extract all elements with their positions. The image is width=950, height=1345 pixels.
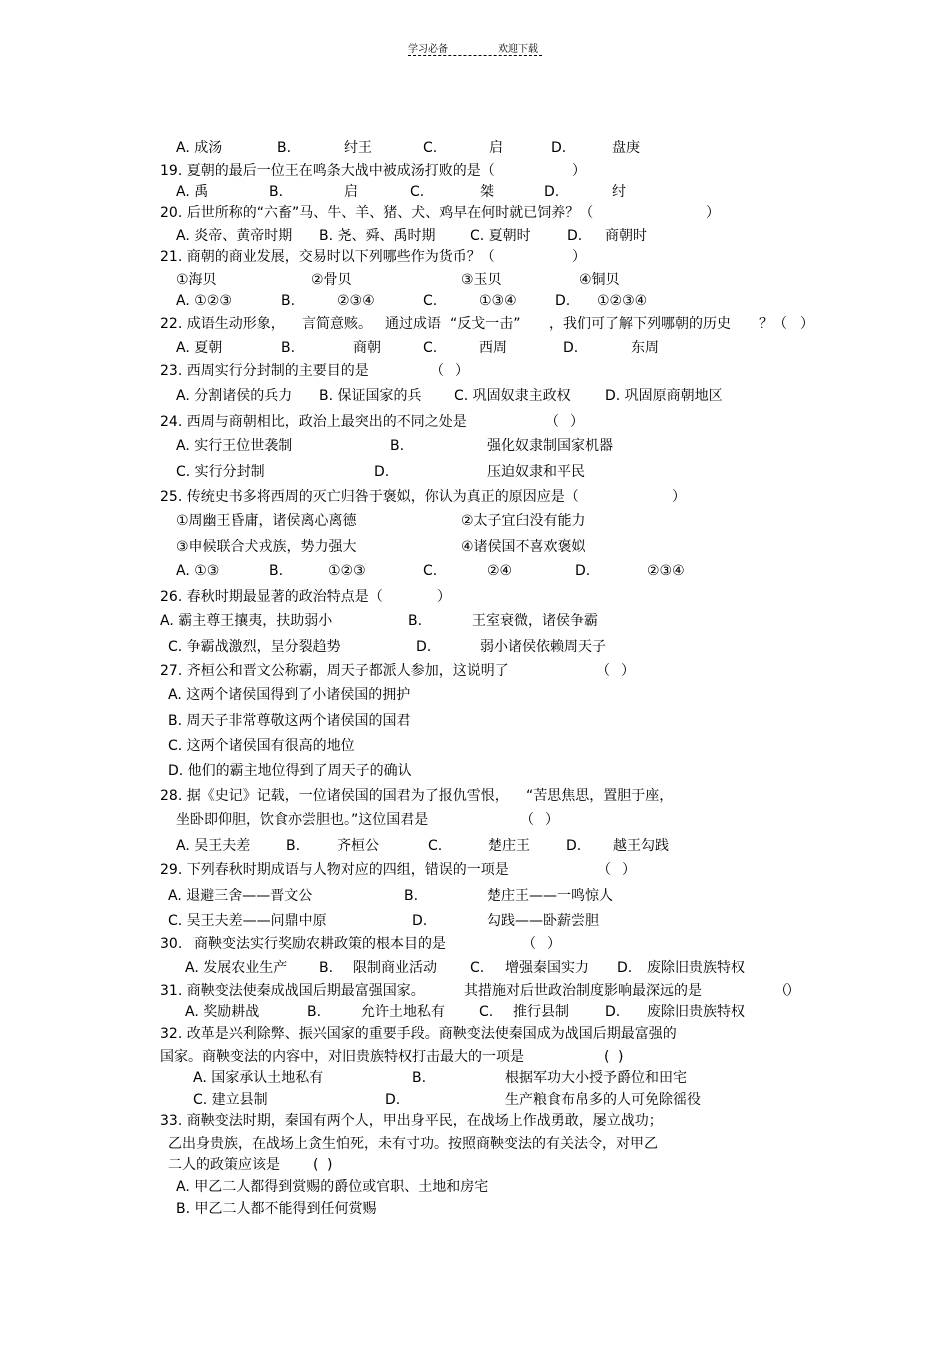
text-segment: 勾践——卧薪尝胆 — [487, 913, 599, 929]
text-segment: 增强秦国实力 — [505, 960, 589, 976]
text-segment: B. — [281, 293, 296, 309]
text-segment: 启 — [344, 184, 358, 200]
text-segment: 允许土地私有 — [361, 1004, 445, 1020]
text-segment: ③玉贝 — [461, 272, 502, 288]
text-segment: 盘庚 — [612, 140, 640, 156]
text-segment: ①②③④ — [597, 293, 648, 309]
text-segment: 坐卧即仰胆，饮食亦尝胆也。”这位国君是 — [176, 812, 429, 828]
text-segment: D. — [563, 340, 579, 356]
text-segment: “苦思焦思，置胆于座， — [526, 788, 674, 804]
text-segment: 其措施对后世政治制度影响最深远的是 — [464, 983, 702, 999]
text-segment: C. — [428, 838, 443, 854]
text-segment: C. — [423, 340, 438, 356]
text-segment: ②太子宜臼没有能力 — [461, 513, 586, 529]
text-segment: ） — [437, 589, 451, 605]
text-segment: C. 建立县制 — [193, 1092, 268, 1108]
text-segment: B. — [404, 888, 419, 904]
text-segment: ( — [313, 1157, 319, 1173]
text-segment: B. — [319, 960, 334, 976]
text-segment: 废除旧贵族特权 — [647, 1004, 745, 1020]
text-segment: 根据军功大小授予爵位和田宅 — [505, 1070, 687, 1086]
text-segment: 29. 下列春秋时期成语与人物对应的四组，错误的一项是 — [160, 862, 509, 878]
text-segment: A. 霸主尊王攘夷，扶助弱小 — [160, 613, 333, 629]
text-segment: D. — [544, 184, 560, 200]
text-segment: B. — [412, 1070, 427, 1086]
text-segment: C. 吴王夫差——问鼎中原 — [168, 913, 327, 929]
text-segment: ②③④ — [337, 293, 375, 309]
text-segment: C. 夏朝时 — [470, 228, 531, 244]
text-segment: A. 夏朝 — [176, 340, 223, 356]
text-segment: ） — [572, 249, 586, 265]
text-segment: ) — [618, 1049, 624, 1065]
text-segment: A. 禹 — [176, 184, 209, 200]
text-segment: 言简意赅。 — [302, 316, 372, 332]
text-segment: B. — [408, 613, 423, 629]
text-segment: A. 甲乙二人都得到赏赐的爵位或官职、土地和房宅 — [176, 1179, 489, 1195]
text-segment: C. 争霸战激烈，呈分裂趋势 — [168, 639, 341, 655]
text-segment: B. — [307, 1004, 322, 1020]
text-segment: 23. 西周实行分封制的主要目的是 — [160, 363, 369, 379]
text-segment: （ — [545, 414, 559, 430]
text-segment: 王室衰微，诸侯争霸 — [472, 613, 598, 629]
text-segment: 通过成语 — [385, 316, 441, 332]
text-segment: ②④ — [487, 563, 513, 579]
text-segment: ？（ — [759, 316, 787, 332]
text-segment: D. — [385, 1092, 401, 1108]
text-segment: 32. 改革是兴利除弊、振兴国家的重要手段。商鞅变法使秦国成为战国后期最富强的 — [160, 1026, 677, 1042]
text-segment: 33. 商鞅变法时期，秦国有两个人，甲出身平民，在战场上作战勇敢，屡立战功； — [160, 1113, 663, 1129]
text-segment: ） — [572, 163, 586, 179]
text-segment: C. — [410, 184, 425, 200]
header-right-text: 欢迎下载 — [498, 44, 538, 55]
text-segment: 27. 齐桓公和晋文公称霸，周天子都派人参加，这说明了 — [160, 663, 509, 679]
text-segment: D. 巩固原商朝地区 — [605, 388, 723, 404]
text-segment: A. 这两个诸侯国得到了小诸侯国的拥护 — [168, 687, 411, 703]
text-segment: ②③④ — [647, 563, 685, 579]
text-segment: ） — [570, 414, 584, 430]
text-segment: 二人的政策应该是 — [168, 1157, 280, 1173]
text-segment: B. 尧、舜、禹时期 — [319, 228, 436, 244]
text-segment: 20. 后世所称的“六畜”马、牛、羊、猪、犬、鸡早在何时就已饲养？（ — [160, 205, 594, 221]
text-segment: 24. 西周与商朝相比，政治上最突出的不同之处是 — [160, 414, 467, 430]
text-segment: 桀 — [480, 184, 494, 200]
text-segment: ) — [327, 1157, 333, 1173]
text-segment: （ — [597, 862, 611, 878]
text-segment: ） — [672, 489, 686, 505]
header-left-text: 学习必备 — [408, 44, 448, 55]
text-segment: 商朝 — [353, 340, 381, 356]
text-segment: 楚庄王 — [488, 838, 530, 854]
text-segment: A. ①③ — [176, 563, 220, 579]
text-segment: 楚庄王——一鸣惊人 — [487, 888, 613, 904]
text-segment: B. — [269, 184, 284, 200]
text-segment: 21. 商朝的商业发展，交易时以下列哪些作为货币？（ — [160, 249, 495, 265]
text-segment: B. — [277, 140, 292, 156]
text-segment: B. 周天子非常尊敬这两个诸侯国的国君 — [168, 713, 411, 729]
text-segment: 商朝时 — [605, 228, 647, 244]
text-segment: 31. 商鞅变法使秦成战国后期最富强国家。 — [160, 983, 425, 999]
text-segment: ） — [545, 812, 559, 828]
text-segment: 乙出身贵族，在战场上贪生怕死，未有寸功。按照商鞅变法的有关法令，对甲乙 — [168, 1136, 658, 1152]
text-segment: 东周 — [631, 340, 659, 356]
text-segment: ①③④ — [479, 293, 517, 309]
text-segment: ，我们可了解下列哪朝的历史 — [549, 316, 731, 332]
text-segment: C. 这两个诸侯国有很高的地位 — [168, 738, 355, 754]
text-segment: 国家。商鞅变法的内容中，对旧贵族特权打击最大的一项是 — [160, 1049, 524, 1065]
text-segment: A. 发展农业生产 — [185, 960, 288, 976]
text-segment: 纣 — [612, 184, 626, 200]
text-segment: 30. — [160, 936, 183, 952]
text-segment: 限制商业活动 — [353, 960, 437, 976]
text-segment: 22. 成语生动形象， — [160, 316, 285, 332]
text-segment: D. — [566, 838, 582, 854]
text-segment: ） — [706, 205, 720, 221]
text-segment: A. 退避三舍——晋文公 — [168, 888, 313, 904]
text-segment: ③申候联合犬戎族，势力强大 — [176, 539, 357, 555]
text-segment: 西周 — [479, 340, 507, 356]
text-segment: D. — [567, 228, 583, 244]
text-segment: C. — [423, 563, 438, 579]
text-segment: A. 奖励耕战 — [185, 1004, 260, 1020]
text-segment: ） — [547, 936, 561, 952]
text-segment: D. — [617, 960, 633, 976]
text-segment: 齐桓公 — [337, 838, 379, 854]
text-segment: ） — [786, 983, 800, 999]
text-segment: 废除旧贵族特权 — [647, 960, 745, 976]
text-segment: ） — [622, 862, 636, 878]
text-segment: ①海贝 — [176, 272, 217, 288]
text-segment: ②骨贝 — [311, 272, 352, 288]
text-segment: A. 国家承认土地私有 — [193, 1070, 324, 1086]
text-segment: 越王勾践 — [613, 838, 669, 854]
text-segment: B. 甲乙二人都不能得到任何赏赐 — [176, 1201, 377, 1217]
text-segment: ( — [604, 1049, 610, 1065]
text-segment: 推行县制 — [513, 1004, 569, 1020]
text-segment: D. — [412, 913, 428, 929]
text-segment: A. 分割诸侯的兵力 — [176, 388, 293, 404]
text-segment: ） — [621, 663, 635, 679]
text-segment: B. — [281, 340, 296, 356]
text-segment: 商鞅变法实行奖励农耕政策的根本目的是 — [194, 936, 446, 952]
text-segment: D. — [605, 1004, 621, 1020]
text-segment: 压迫奴隶和平民 — [487, 464, 585, 480]
text-segment: 启 — [489, 140, 503, 156]
text-segment: D. — [416, 639, 432, 655]
text-segment: 19. 夏朝的最后一位王在鸣条大战中被成汤打败的是（ — [160, 163, 495, 179]
text-segment: C. — [423, 140, 438, 156]
text-segment: 纣王 — [344, 140, 372, 156]
text-segment: ） — [455, 363, 469, 379]
text-segment: 生产粮食布帛多的人可免除徭役 — [505, 1092, 701, 1108]
text-segment: A. ①②③ — [176, 293, 232, 309]
text-segment: （ — [520, 812, 534, 828]
text-segment: C. — [470, 960, 485, 976]
text-segment: B. — [286, 838, 301, 854]
text-segment: “反戈一击” — [450, 316, 521, 332]
text-segment: （ — [522, 936, 536, 952]
text-segment: D. 他们的霸主地位得到了周天子的确认 — [168, 763, 412, 779]
text-segment: A. 成汤 — [176, 140, 223, 156]
text-segment: A. 炎帝、黄帝时期 — [176, 228, 293, 244]
header-divider — [408, 55, 542, 56]
text-segment: 28. 据《史记》记载，一位诸侯国的国君为了报仇雪恨， — [160, 788, 509, 804]
text-segment: ④诸侯国不喜欢褒姒 — [461, 539, 586, 555]
text-segment: （ — [774, 983, 788, 999]
text-segment: ） — [800, 316, 814, 332]
text-segment: B. — [390, 438, 405, 454]
text-segment: 26. 春秋时期最显著的政治特点是（ — [160, 589, 383, 605]
text-segment: （ — [596, 663, 610, 679]
text-segment: C. 巩固奴隶主政权 — [454, 388, 571, 404]
text-segment: A. 吴王夫差 — [176, 838, 251, 854]
text-segment: ①②③ — [328, 563, 366, 579]
text-segment: D. — [374, 464, 390, 480]
text-segment: D. — [551, 140, 567, 156]
text-segment: B. — [269, 563, 284, 579]
text-segment: （ — [430, 363, 444, 379]
text-segment: 弱小诸侯依赖周天子 — [480, 639, 606, 655]
text-segment: C. — [479, 1004, 494, 1020]
text-segment: B. 保证国家的兵 — [319, 388, 422, 404]
text-segment: ①周幽王昏庸，诸侯离心离德 — [176, 513, 357, 529]
text-segment: 强化奴隶制国家机器 — [487, 438, 613, 454]
text-segment: C. — [423, 293, 438, 309]
text-segment: D. — [575, 563, 591, 579]
text-segment: ④铜贝 — [579, 272, 620, 288]
text-segment: 25. 传统史书多将西周的灭亡归咎于褒姒，你认为真正的原因应是（ — [160, 489, 579, 505]
text-segment: C. 实行分封制 — [176, 464, 265, 480]
text-segment: A. 实行王位世袭制 — [176, 438, 293, 454]
text-segment: D. — [555, 293, 571, 309]
